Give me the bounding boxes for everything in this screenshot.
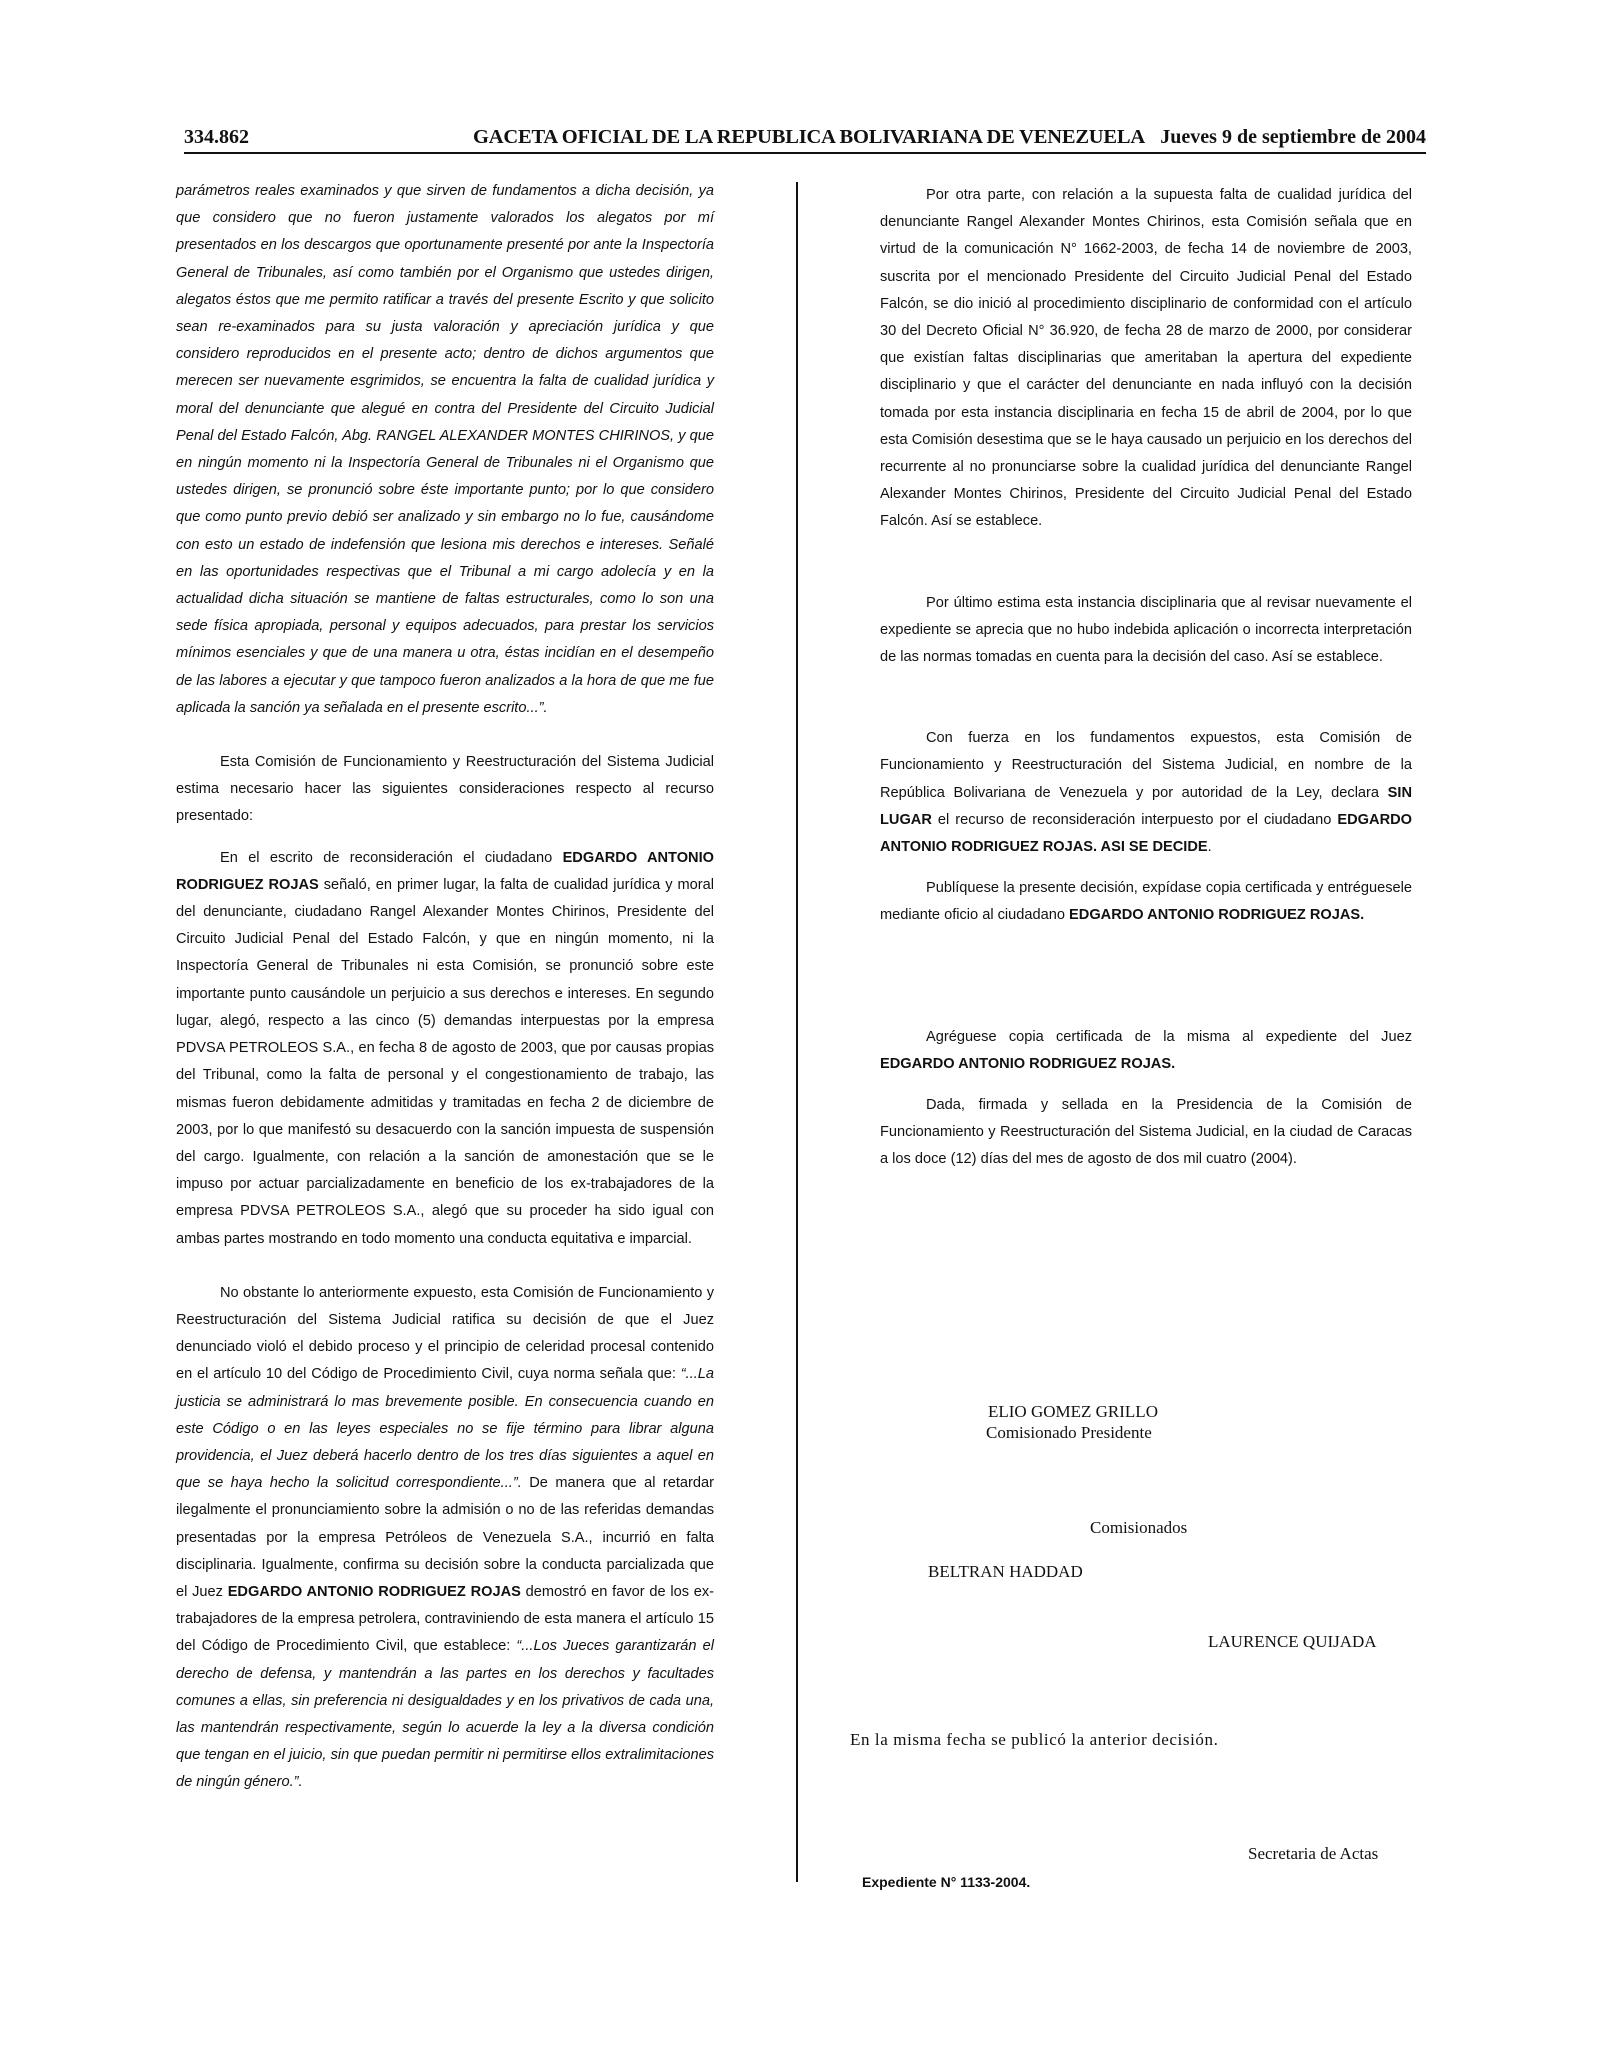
paragraph-review: Por último estima esta instancia disciplinaria que al revisar nuevamente el expediente se aprecia que no hubo indebida aplicación o incorrecta interpretación de las normas tomadas en cuenta para la decisión del caso. Así se establece. [880,594,1412,666]
publication-title: GACETA OFICIAL DE LA REPUBLICA BOLIVARIANA DE VENEZUELA [473,126,1145,148]
header-rule [184,152,1426,154]
commissioner-haddad: BELTRAN HADDAD [928,1562,1083,1581]
text-run: el recurso de reconsideración interpuesto por el ciudadano [931,811,1338,828]
ruling-verdict: SIN LUGAR [880,784,1412,828]
secretary-title: Secretaria de Actas [1248,1844,1379,1863]
publication-date: Jueves 9 de septiembre de 2004 [1160,126,1426,148]
paragraph-publication [880,875,1412,929]
paragraph-file-copy [880,1024,1412,1078]
text-run: Publíquese la presente decisión, expídase copia certificada y entréguesele mediante oficio al ciudadano [880,880,1412,924]
president-title: Comisionado Presidente [986,1423,1152,1442]
text-run: demostró en favor de los ex-trabajadores de la empresa petrolera, contraviniendo de esta manera el artículo 15 del Código de Procedimiento Civil, que establece: [176,1583,715,1655]
text-run: . [1207,839,1212,856]
page-number: 334.862 [184,126,249,148]
paragraph-signed: Dada, firmada y sellada en la Presidencia de la Comisión de Funcionamiento y Reestructuración del Sistema Judicial, en la ciudad de Caracas a los doce (12) días del mes de agosto de dos mil cuatro (2004). [880,1097,1412,1168]
text-run: Agréguese copia certificada de la misma al expediente del Juez [926,1028,1412,1045]
commissioner-quijada: LAURENCE QUIJADA [1208,1632,1377,1651]
page-header [184,124,1426,154]
text-run: Con fuerza en los fundamentos expuestos, esta Comisión de Funcionamiento y Reestructuración del Sistema Judicial, en nombre de la República Bolivariana de Venezuela y por autoridad de la Ley, declara [880,730,1412,801]
president-name: ELIO GOMEZ GRILLO [988,1402,1158,1421]
left-column [176,178,714,1797]
quoted-article-15: “...Los Jueces garantizarán el derecho de defensa, y mantendrán a las partes en los derechos y facultades comunes a ellas, sin preferencia ni desigualdades y en los privativos de cada una, las mantendrán respectivamente, según lo acuerde la ley a la diversa condición que tengan en el juicio, sin que puedan permitir ni permitirse ellos extralimitaciones de ningún género.”. [176,1638,714,1791]
defendant-name: EDGARDO ANTONIO RODRIGUEZ ROJAS. [880,1055,1176,1072]
quoted-article-10: “...La justicia se administrará lo mas brevemente posible. En consecuencia cuando en este Código o en las leyes especiales no se fije término para librar alguna providencia, el Juez deberá hacerlo dentro de los tres días siguientes a aquel en que se haya hecho la solicitud correspondiente...”. [176,1366,714,1492]
commissioners-label: Comisionados [1090,1518,1188,1537]
defendant-name: EDGARDO ANTONIO RODRIGUEZ ROJAS [176,849,714,893]
right-column [880,182,1412,1174]
paragraph-reconsideration [176,845,714,1253]
paragraph-ratification [176,1280,714,1797]
defendant-name: EDGARDO ANTONIO RODRIGUEZ ROJAS [227,1583,521,1600]
quoted-allegation: parámetros reales examinados y que sirven de fundamentos a dicha decisión, ya que considero que no fueron justamente valorados los alegatos por mí presentados en los descargos que oportunamente presenté por ante la Inspectoría General de Tribunales, así como también por el Organismo que ustedes dirigen, alegatos éstos que me permito ratificar a través del presente Escrito y que solicito sean re-examinados para su justa valoración y apreciación jurídica y que considero reproducidos en el presente acto; dentro de dichos argumentos que merecen ser nuevamente esgrimidos, se encuentra la falta de cualidad jurídica y moral del denunciante que alegué en contra del Presidente del Circuito Judicial Penal del Estado Falcón, Abg. RANGEL ALEXANDER MONTES CHIRINOS, y que en ningún momento ni la Inspectoría General de Tribunales ni el Organismo que ustedes dirigen, se pronunció sobre éste importante punto; por lo que considero que como punto previo debió ser analizado y sin embargo no lo fue, causándome con esto un estado de indefensión que lesiona mis derechos e intereses. Señalé en las oportunidades respectivas que el Tribunal a mi cargo adolecía y en la actualidad dicha situación se mantiene de faltas estructurales, como lo son una sede física apropiada, personal y equipos adecuados, para prestar los servicios mínimos esenciales y que de una manera u otra, éstas incidían en el desempeño de las labores a ejecutar y que tampoco fueron analizados a la hora de que me fue aplicada la sanción ya señalada en el presente escrito...”. [176,183,714,716]
defendant-name: EDGARDO ANTONIO RODRIGUEZ ROJAS. [1069,907,1365,924]
column-divider [796,182,798,1882]
publication-note: En la misma fecha se publicó la anterior decisión. [850,1730,1219,1749]
text-run: En el escrito de reconsideración el ciudadano [220,849,563,866]
paragraph-considerations: Esta Comisión de Funcionamiento y Reestructuración del Sistema Judicial estima necesario hacer las siguientes consideraciones respecto al recurso presentado: [176,754,714,825]
text-run: señaló, en primer lugar, la falta de cualidad jurídica y moral del denunciante, ciudadano Rangel Alexander Montes Chirinos, Presidente del Circuito Judicial Penal del Estado Falcón, y que en ningún momento, ni la Inspectoría General de Tribunales ni esta Comisión, se pronunció sobre este importante punto causándole un perjuicio a sus derechos e intereses. En segundo lugar, alegó, respecto a las cinco (5) demandas interpuestas por la empresa PDVSA PETROLEOS S.A., en fecha 8 de agosto de 2003, que por causas propias del Tribunal, como la falta de personal y el congestionamiento de trabajo, las mismas fueron debidamente admitidas y tramitadas en fecha 2 de diciembre de 2003, por lo que manifestó su desacuerdo con la sanción impuesta de suspensión del cargo. Igualmente, con relación a la sanción de amonestación que se le impuso por actuar parcializadamente en beneficio de los ex-trabajadores de la empresa PDVSA PETROLEOS S.A., alegó que su proceder ha sido igual con ambas partes mostrando en todo momento una conducta equitativa e imparcial. [176,876,714,1247]
expediente-number: Expediente N° 1133-2004. [862,1874,1031,1890]
text-run: No obstante lo anteriormente expuesto, esta Comisión de Funcionamiento y Reestructuración del Sistema Judicial ratifica su decisión de que el Juez denunciado violó el debido proceso y el principio de celeridad procesal contenido en el artículo 10 del Código de Procedimiento Civil, cuya norma señala que: [176,1284,714,1383]
defendant-name: EDGARDO ANTONIO RODRIGUEZ ROJAS. ASI SE DECIDE [880,811,1412,856]
paragraph-ruling [880,725,1412,861]
text-run: De manera que al retardar ilegalmente el pronunciamiento sobre la admisión o no de las referidas demandas presentadas por la empresa Petróleos de Venezuela S.A., incurrió en falta disciplinaria. Igualmente, confirma su decisión sobre la conducta parcializada que el Juez [176,1475,714,1600]
paragraph-standing: Por otra parte, con relación a la supuesta falta de cualidad jurídica del denunciante Rangel Alexander Montes Chirinos, esta Comisión señala que en virtud de la comunicación N° 1662-2003, de fecha 14 de noviembre de 2003, suscrita por el mencionado Presidente del Circuito Judicial Penal del Estado Falcón, se dio inició al procedimiento disciplinario de conformidad con el artículo 30 del Decreto Oficial N° 36.920, de fecha 28 de marzo de 2000, por considerar que existían faltas disciplinarias que ameritaban la apertura del expediente disciplinario y que el carácter del denunciante en nada influyó con la decisión tomada por esta instancia disciplinaria en fecha 15 de abril de 2004, por lo que esta Comisión desestima que se le haya causado un perjuicio en los derechos del recurrente al no pronunciarse sobre la cualidad jurídica del denunciante Rangel Alexander Montes Chirinos, Presidente del Circuito Judicial Penal del Estado Falcón. Así se establece. [880,187,1412,530]
